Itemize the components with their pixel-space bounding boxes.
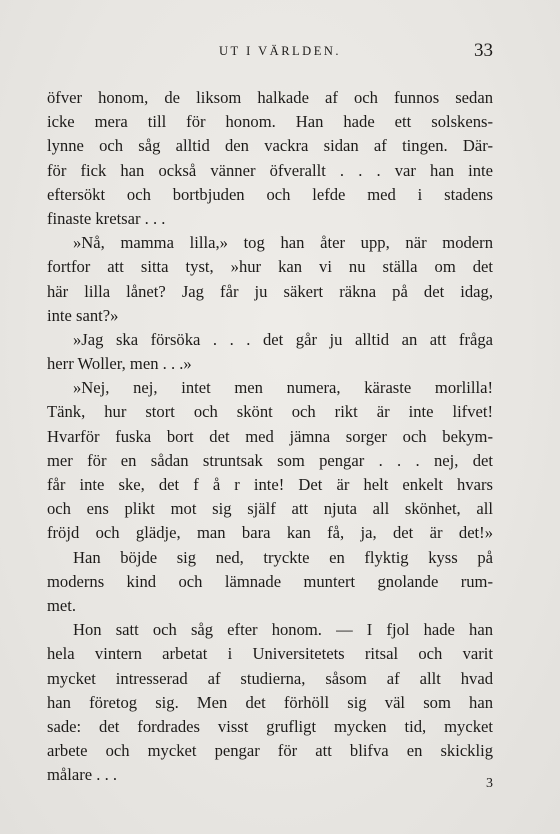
text-line: får inte ske, det f å r inte! Det är helt enkelt hvars [47, 475, 493, 494]
page-number: 33 [474, 40, 493, 61]
text-line: finaste kretsar . . . [47, 208, 166, 228]
text-line: för fick han också vänner öfverallt . . . var han inte [47, 160, 493, 180]
running-title: UT I VÄRLDEN. [219, 44, 341, 58]
text-line: »Nej, nej, intet men numera, käraste morlilla! [73, 378, 493, 398]
text-line: hela vintern arbetat i Universitetets ritsal och varit [47, 644, 493, 664]
text-line: Hon satt och såg efter honom. — I fjol hade han [73, 620, 493, 640]
text-line: Tänk, hur stort och skönt och rikt är inte lifvet! [47, 402, 493, 422]
text-line: eftersökt och bortbjuden och lefde med i stadens [47, 184, 493, 204]
running-head [47, 40, 493, 64]
text-line: inte sant?» [47, 305, 119, 325]
text-line: fortfor att sitta tyst, »hur kan vi nu ställa om det [47, 257, 493, 277]
text-line: arbete och mycket pengar för att blifva en skicklig [47, 741, 493, 761]
text-line: mer för en sådan struntsak som pengar . . . nej, det [47, 450, 493, 470]
text-line: lynne och såg alltid den vackra sidan af tingen. Där- [47, 136, 493, 156]
body-text [47, 86, 493, 787]
text-line: icke mera till för honom. Han hade ett solskens- [47, 112, 493, 132]
text-line: målare . . . [47, 765, 118, 785]
signature-mark: 3 [486, 776, 493, 791]
text-line: Hvarför fuska bort det med jämna sorger och bekym- [47, 426, 493, 446]
text-line: met. [47, 595, 77, 615]
text-line: han företog sig. Men det förhöll sig väl som han [47, 692, 493, 712]
text-line: »Nå, mamma lilla,» tog han åter upp, när modern [73, 233, 493, 253]
text-line: här lilla lånet? Jag får ju säkert räkna på det idag, [47, 281, 493, 301]
text-line: moderns kind och lämnade muntert gnolande rum- [47, 571, 493, 591]
text-line: herr Woller, men . . .» [47, 354, 192, 374]
text-line: fröjd och glädje, man bara kan få, ja, det är det!» [47, 523, 493, 543]
text-line: öfver honom, de liksom halkade af och funnos sedan [47, 88, 493, 107]
text-line: sade: det fordrades visst grufligt mycken tid, mycket [47, 716, 493, 736]
text-line: Han böjde sig ned, tryckte en flyktig kyss på [73, 547, 493, 567]
text-line: »Jag ska försöka . . . det går ju alltid an att fråga [73, 329, 493, 349]
text-line: och ens plikt mot sig själf att njuta all skönhet, all [47, 499, 493, 519]
text-line: mycket intresserad af studierna, såsom af allt hvad [47, 668, 493, 688]
